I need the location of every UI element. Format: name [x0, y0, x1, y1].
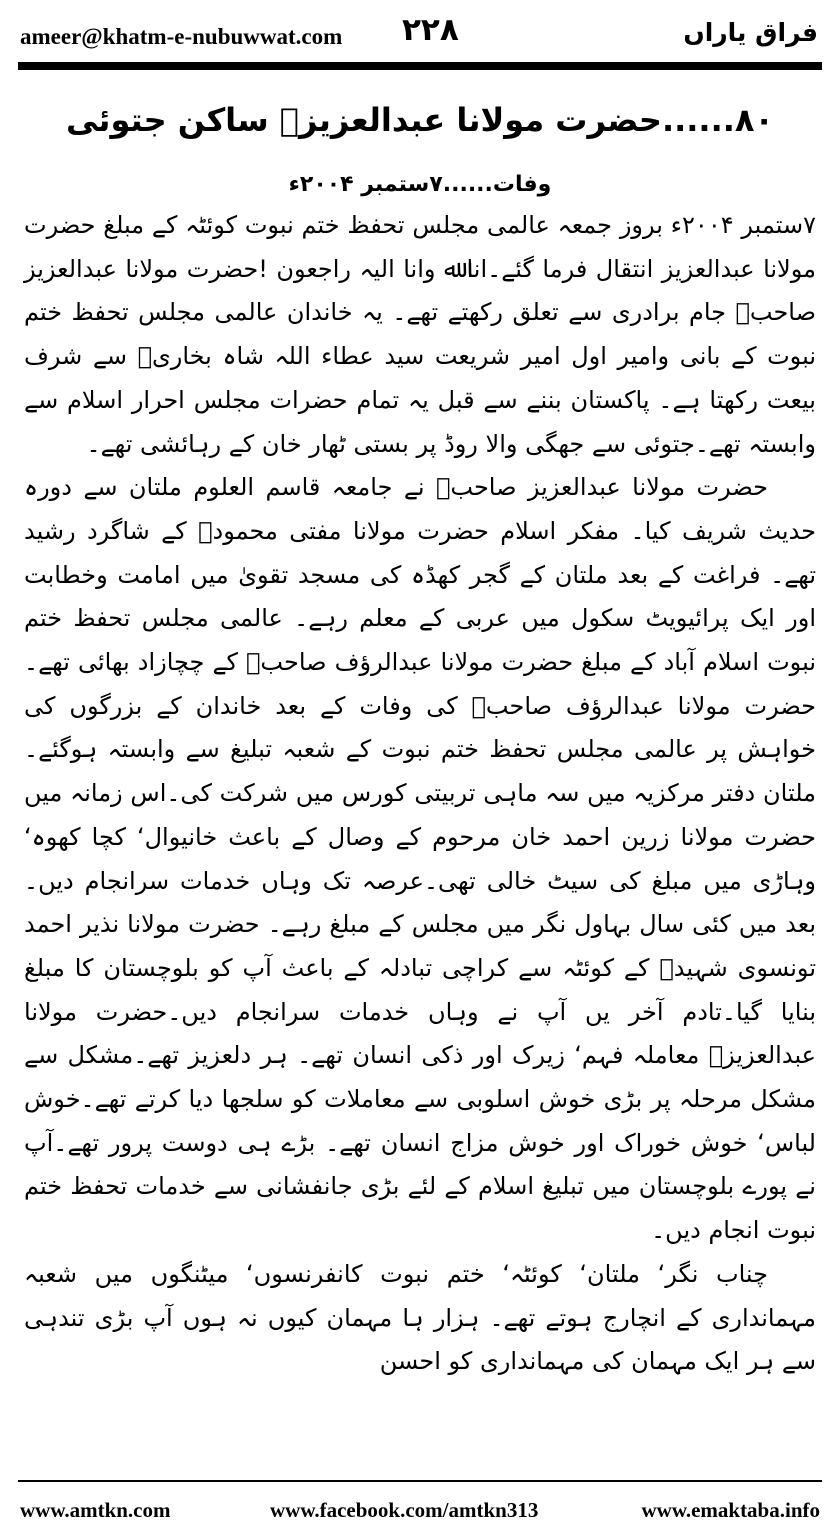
footer-link-facebook[interactable]: www.facebook.com/amtkn313: [270, 1498, 539, 1522]
paragraph: حضرت مولانا عبدالعزیز صاحبؒ نے جامعہ قاسم العلوم ملتان سے دورہ حدیث شریف کیا۔ مفکر اسلام حضرت مولانا مفتی محمودؒ کے شاگرد رشید تھے۔ فراغت کے بعد ملتان کے گجر کھڈہ کی مسجد تقویٰ میں امامت وخطابت اور ایک پرائیویٹ سکول میں عربی کے معلم رہے۔ عالمی مجلس تحفظ ختم نبوت اسلام آباد کے مبلغ حضرت مولانا عبدالرؤف صاحبؒ کے چچازاد بھائی تھے۔حضرت مولانا عبدالرؤف صاحبؒ کی وفات کے بعد خاندان کے بزرگوں کی خواہش پر عالمی مجلس تحفظ ختم نبوت کے شعبہ تبلیغ سے وابستہ ہوگئے۔ ملتان دفتر مرکزیہ میں سہ ماہی تربیتی کورس میں شرکت کی۔اس زمانہ میں حضرت مولانا زرین احمد خان مرحوم کے وصال کے باعث خانیوال‘ کچا کھوہ‘ وہاڑی میں مبلغ کی سیٹ خالی تھی۔عرصہ تک وہاں خدمات سرانجام دیں۔ بعد میں کئی سال بہاول نگر میں مجلس کے مبلغ رہے۔ حضرت مولانا نذیر احمد تونسوی شہیدؒ کے کوئٹہ سے کراچی تبادلہ کے باعث آپ کو بلوچستان کا مبلغ بنایا گیا۔تادم آخر یں آپ نے وہاں خدمات سرانجام دیں۔حضرت مولانا عبدالعزیزؒ معاملہ فہم‘ زیرک اور ذکی انسان تھے۔ ہر دلعزیز تھے۔مشکل سے مشکل مرحلہ پر بڑی خوش اسلوبی سے معاملات کو سلجھا دیا کرتے تھے۔خوش لباس‘ خوش خوراک اور خوش مزاج انسان تھے۔ بڑے ہی دوست پرور تھے۔آپ نے پورے بلوچستان میں تبلیغ اسلام کے لئے بڑی جانفشانی سے خدمات تحفظ ختم نبوت انجام دیں۔: [24, 473, 816, 1245]
paragraph: ۷ستمبر ۲۰۰۴ء بروز جمعہ عالمی مجلس تحفظ ختم نبوت کوئٹہ کے مبلغ حضرت مولانا عبدالعزیز انتقال فرما گئے۔انا ﷲ وانا الیہ راجعون !حضرت مولانا عبدالعزیز صاحبؒ جام برادری سے تعلق رکھتے تھے۔ یہ خاندان عالمی مجلس تحفظ ختم نبوت کے بانی وامیر اول امیر شریعت سید عطاء اللہ شاہ بخاریؒ سے شرف بیعت رکھتا ہے۔ پاکستان بننے سے قبل یہ تمام حضرات مجلس احرار اسلام سے وابستہ تھے۔جتوئی سے جھگی والا روڈ پر بستی ٹھار خان کے رہائشی تھے۔: [24, 211, 817, 458]
article-subtitle: وفات......۷ستمبر ۲۰۰۴ء: [288, 172, 552, 197]
header-rule: [18, 62, 822, 70]
footer-link-amtkn[interactable]: www.amtkn.com: [20, 1498, 171, 1522]
paragraph: چناب نگر‘ ملتان‘ کوئٹہ‘ ختم نبوت کانفرنسوں‘ میٹنگوں میں شعبہ مہمانداری کے انچارج ہوتے تھے۔ ہزار ہا مہمان کیوں نہ ہوں آپ بڑی تندہی سے ہر ایک مہمان کی مہمانداری کو احسن: [24, 1259, 816, 1376]
book-title: فراق یاراں: [683, 18, 818, 47]
page-footer: [20, 1498, 820, 1528]
page-header: [18, 12, 822, 62]
page-number: ۲۲۸: [402, 12, 459, 48]
footer-link-emaktaba[interactable]: www.emaktaba.info: [641, 1498, 820, 1522]
footer-rule: [18, 1480, 822, 1482]
article-body: [24, 204, 816, 1384]
header-email: ameer@khatm-e-nubuwwat.com: [20, 24, 343, 49]
article-title: ۸۰......حضرت مولانا عبدالعزیزؒ ساکن جتوئی: [66, 101, 774, 139]
